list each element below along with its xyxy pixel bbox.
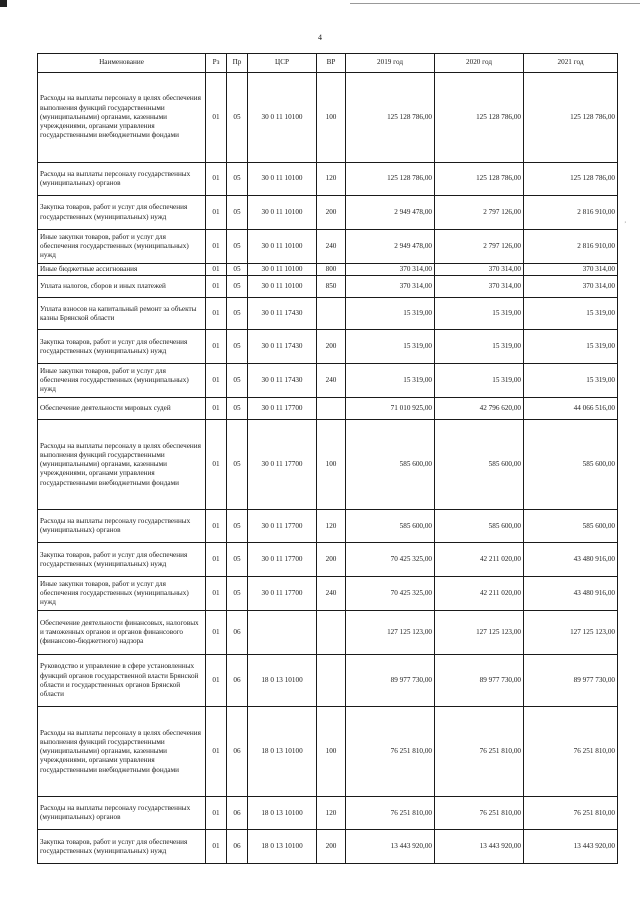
table-row (38, 276, 618, 298)
row-2020-cell: 370 314,00 (435, 264, 524, 276)
row-2021-cell: 2 816 910,00 (524, 230, 618, 264)
col-header-vr: ВР (317, 54, 346, 73)
row-pr-cell: 06 (227, 611, 248, 655)
row-vr-cell: 100 (317, 73, 346, 163)
row-2021-cell: 76 251 810,00 (524, 797, 618, 830)
row-2021-cell: 2 816 910,00 (524, 196, 618, 230)
row-2019-cell: 127 125 123,00 (346, 611, 435, 655)
row-vr-cell: 120 (317, 163, 346, 196)
row-2020-cell: 13 443 920,00 (435, 830, 524, 864)
row-pr-cell: 05 (227, 510, 248, 543)
row-2020-cell: 15 319,00 (435, 364, 524, 398)
row-name-cell: Расходы на выплаты персоналу в целях обеспечения выполнения функций государственными (муниципальными) органами, казенными учреждениями, органами управления государственными внебюджетными фондами (38, 707, 206, 797)
row-csr-cell: 30 0 11 17700 (248, 543, 317, 577)
row-2020-cell: 15 319,00 (435, 330, 524, 364)
row-vr-cell: 800 (317, 264, 346, 276)
row-csr-cell: 30 0 11 10100 (248, 230, 317, 264)
row-name-cell: Иные бюджетные ассигнования (38, 264, 206, 276)
row-2021-cell: 15 319,00 (524, 330, 618, 364)
row-pr-cell: 06 (227, 655, 248, 707)
row-pr-cell: 05 (227, 420, 248, 510)
row-vr-cell (317, 655, 346, 707)
row-2019-cell: 15 319,00 (346, 298, 435, 330)
row-2021-cell: 125 128 786,00 (524, 73, 618, 163)
row-pr-cell: 05 (227, 543, 248, 577)
row-2020-cell: 127 125 123,00 (435, 611, 524, 655)
row-rz-cell: 01 (206, 707, 227, 797)
table-row (38, 73, 618, 163)
row-2020-cell: 585 600,00 (435, 510, 524, 543)
table-row (38, 797, 618, 830)
row-2020-cell: 42 796 620,00 (435, 398, 524, 420)
row-name-cell: Расходы на выплаты персоналу в целях обеспечения выполнения функций государственными (муниципальными) органами, казенными учреждениями, органами управления государственными внебюджетными фондами (38, 73, 206, 163)
row-csr-cell: 18 0 13 10100 (248, 797, 317, 830)
row-vr-cell: 100 (317, 707, 346, 797)
row-2020-cell: 585 600,00 (435, 420, 524, 510)
table-row (38, 420, 618, 510)
row-pr-cell: 05 (227, 230, 248, 264)
row-vr-cell (317, 298, 346, 330)
row-rz-cell: 01 (206, 420, 227, 510)
table-header-row (38, 54, 618, 73)
row-name-cell: Уплата взносов на капитальный ремонт за объекты казны Брянской области (38, 298, 206, 330)
row-name-cell: Расходы на выплаты персоналу в целях обеспечения выполнения функций государственными (муниципальными) органами, казенными учреждениями, органами управления государственными внебюджетными фондами (38, 420, 206, 510)
row-2021-cell: 15 319,00 (524, 364, 618, 398)
row-2020-cell: 89 977 730,00 (435, 655, 524, 707)
row-rz-cell: 01 (206, 543, 227, 577)
row-2021-cell: 127 125 123,00 (524, 611, 618, 655)
row-vr-cell (317, 611, 346, 655)
row-2021-cell: 43 480 916,00 (524, 543, 618, 577)
row-2021-cell: 585 600,00 (524, 510, 618, 543)
row-rz-cell: 01 (206, 577, 227, 611)
row-2020-cell: 42 211 020,00 (435, 577, 524, 611)
row-pr-cell: 05 (227, 196, 248, 230)
row-vr-cell: 200 (317, 830, 346, 864)
row-rz-cell: 01 (206, 196, 227, 230)
table-row (38, 577, 618, 611)
row-pr-cell: 06 (227, 830, 248, 864)
row-2020-cell: 2 797 126,00 (435, 196, 524, 230)
row-csr-cell: 30 0 11 10100 (248, 264, 317, 276)
row-2021-cell: 76 251 810,00 (524, 707, 618, 797)
row-rz-cell: 01 (206, 230, 227, 264)
row-pr-cell: 05 (227, 73, 248, 163)
row-name-cell: Закупка товаров, работ и услуг для обеспечения государственных (муниципальных) нужд (38, 330, 206, 364)
row-2019-cell: 2 949 478,00 (346, 196, 435, 230)
table-row (38, 398, 618, 420)
col-header-rz: Рз (206, 54, 227, 73)
table-row (38, 163, 618, 196)
row-csr-cell: 30 0 11 10100 (248, 163, 317, 196)
row-csr-cell: 30 0 11 17700 (248, 420, 317, 510)
row-name-cell: Иные закупки товаров, работ и услуг для обеспечения государственных (муниципальных) нужд (38, 230, 206, 264)
row-rz-cell: 01 (206, 611, 227, 655)
row-2021-cell: 370 314,00 (524, 276, 618, 298)
table-row (38, 230, 618, 264)
row-csr-cell: 18 0 13 10100 (248, 655, 317, 707)
row-2019-cell: 125 128 786,00 (346, 163, 435, 196)
row-2019-cell: 89 977 730,00 (346, 655, 435, 707)
row-2021-cell: 370 314,00 (524, 264, 618, 276)
row-2019-cell: 76 251 810,00 (346, 797, 435, 830)
row-2019-cell: 585 600,00 (346, 510, 435, 543)
row-2021-cell: 89 977 730,00 (524, 655, 618, 707)
row-2020-cell: 125 128 786,00 (435, 163, 524, 196)
row-2020-cell: 370 314,00 (435, 276, 524, 298)
row-vr-cell: 240 (317, 230, 346, 264)
row-2021-cell: 43 480 916,00 (524, 577, 618, 611)
row-rz-cell: 01 (206, 264, 227, 276)
col-header-2019: 2019 год (346, 54, 435, 73)
row-csr-cell: 30 0 11 17430 (248, 330, 317, 364)
row-name-cell: Закупка товаров, работ и услуг для обеспечения государственных (муниципальных) нужд (38, 196, 206, 230)
row-name-cell: Закупка товаров, работ и услуг для обеспечения государственных (муниципальных) нужд (38, 830, 206, 864)
scan-corner-mark (0, 0, 7, 7)
row-2021-cell: 125 128 786,00 (524, 163, 618, 196)
table-row (38, 196, 618, 230)
row-pr-cell: 06 (227, 797, 248, 830)
row-name-cell: Руководство и управление в сфере установленных функций органов государственной власти Брянской области и государственных органов Брянской области (38, 655, 206, 707)
row-2021-cell: 44 066 516,00 (524, 398, 618, 420)
row-pr-cell: 05 (227, 276, 248, 298)
scan-side-mark: , (624, 218, 626, 224)
row-csr-cell: 30 0 11 17700 (248, 577, 317, 611)
row-vr-cell: 200 (317, 543, 346, 577)
row-csr-cell: 30 0 11 10100 (248, 276, 317, 298)
row-pr-cell: 05 (227, 264, 248, 276)
row-rz-cell: 01 (206, 398, 227, 420)
col-header-csr: ЦСР (248, 54, 317, 73)
row-pr-cell: 05 (227, 577, 248, 611)
table-row (38, 510, 618, 543)
table-row (38, 364, 618, 398)
row-2019-cell: 76 251 810,00 (346, 707, 435, 797)
table-row (38, 330, 618, 364)
row-csr-cell: 18 0 13 10100 (248, 830, 317, 864)
row-2019-cell: 15 319,00 (346, 330, 435, 364)
row-name-cell: Уплата налогов, сборов и иных платежей (38, 276, 206, 298)
row-vr-cell: 240 (317, 577, 346, 611)
row-2019-cell: 70 425 325,00 (346, 577, 435, 611)
row-csr-cell (248, 611, 317, 655)
row-vr-cell: 120 (317, 510, 346, 543)
row-vr-cell: 850 (317, 276, 346, 298)
budget-table (37, 53, 618, 864)
row-2020-cell: 42 211 020,00 (435, 543, 524, 577)
row-rz-cell: 01 (206, 330, 227, 364)
row-pr-cell: 05 (227, 330, 248, 364)
row-csr-cell: 30 0 11 17700 (248, 398, 317, 420)
row-rz-cell: 01 (206, 364, 227, 398)
row-vr-cell: 100 (317, 420, 346, 510)
table-row (38, 707, 618, 797)
row-name-cell: Закупка товаров, работ и услуг для обеспечения государственных (муниципальных) нужд (38, 543, 206, 577)
row-2019-cell: 585 600,00 (346, 420, 435, 510)
row-2020-cell: 76 251 810,00 (435, 707, 524, 797)
row-pr-cell: 05 (227, 364, 248, 398)
row-2021-cell: 15 319,00 (524, 298, 618, 330)
row-rz-cell: 01 (206, 276, 227, 298)
row-pr-cell: 05 (227, 163, 248, 196)
row-pr-cell: 06 (227, 707, 248, 797)
row-name-cell: Обеспечение деятельности мировых судей (38, 398, 206, 420)
scan-top-line (350, 3, 640, 4)
row-vr-cell: 120 (317, 797, 346, 830)
row-rz-cell: 01 (206, 510, 227, 543)
row-csr-cell: 30 0 11 17700 (248, 510, 317, 543)
col-header-2021: 2021 год (524, 54, 618, 73)
table-row (38, 264, 618, 276)
table-row (38, 298, 618, 330)
row-name-cell: Расходы на выплаты персоналу государственных (муниципальных) органов (38, 510, 206, 543)
row-vr-cell (317, 398, 346, 420)
page-number: 4 (318, 33, 322, 42)
row-pr-cell: 05 (227, 298, 248, 330)
row-rz-cell: 01 (206, 298, 227, 330)
col-header-2020: 2020 год (435, 54, 524, 73)
row-name-cell: Расходы на выплаты персоналу государственных (муниципальных) органов (38, 797, 206, 830)
row-2019-cell: 15 319,00 (346, 364, 435, 398)
table-row (38, 543, 618, 577)
row-csr-cell: 30 0 11 10100 (248, 196, 317, 230)
table-row (38, 655, 618, 707)
col-header-name: Наименование (38, 54, 206, 73)
row-csr-cell: 30 0 11 17430 (248, 298, 317, 330)
row-rz-cell: 01 (206, 163, 227, 196)
row-2021-cell: 13 443 920,00 (524, 830, 618, 864)
row-2019-cell: 370 314,00 (346, 264, 435, 276)
row-2020-cell: 125 128 786,00 (435, 73, 524, 163)
row-name-cell: Иные закупки товаров, работ и услуг для обеспечения государственных (муниципальных) нужд (38, 577, 206, 611)
row-csr-cell: 30 0 11 17430 (248, 364, 317, 398)
row-2019-cell: 125 128 786,00 (346, 73, 435, 163)
row-2019-cell: 13 443 920,00 (346, 830, 435, 864)
row-2020-cell: 15 319,00 (435, 298, 524, 330)
row-vr-cell: 240 (317, 364, 346, 398)
row-name-cell: Расходы на выплаты персоналу государственных (муниципальных) органов (38, 163, 206, 196)
row-pr-cell: 05 (227, 398, 248, 420)
row-2020-cell: 76 251 810,00 (435, 797, 524, 830)
row-rz-cell: 01 (206, 830, 227, 864)
row-name-cell: Обеспечение деятельности финансовых, налоговых и таможенных органов и органов финансового (финансово-бюджетного) надзора (38, 611, 206, 655)
row-csr-cell: 30 0 11 10100 (248, 73, 317, 163)
row-rz-cell: 01 (206, 655, 227, 707)
table-row (38, 611, 618, 655)
row-vr-cell: 200 (317, 330, 346, 364)
table-row (38, 830, 618, 864)
row-vr-cell: 200 (317, 196, 346, 230)
row-csr-cell: 18 0 13 10100 (248, 707, 317, 797)
row-2021-cell: 585 600,00 (524, 420, 618, 510)
row-2019-cell: 70 425 325,00 (346, 543, 435, 577)
row-2020-cell: 2 797 126,00 (435, 230, 524, 264)
row-2019-cell: 71 010 925,00 (346, 398, 435, 420)
row-2019-cell: 370 314,00 (346, 276, 435, 298)
row-2019-cell: 2 949 478,00 (346, 230, 435, 264)
row-name-cell: Иные закупки товаров, работ и услуг для обеспечения государственных (муниципальных) нужд (38, 364, 206, 398)
row-rz-cell: 01 (206, 797, 227, 830)
row-rz-cell: 01 (206, 73, 227, 163)
col-header-pr: Пр (227, 54, 248, 73)
